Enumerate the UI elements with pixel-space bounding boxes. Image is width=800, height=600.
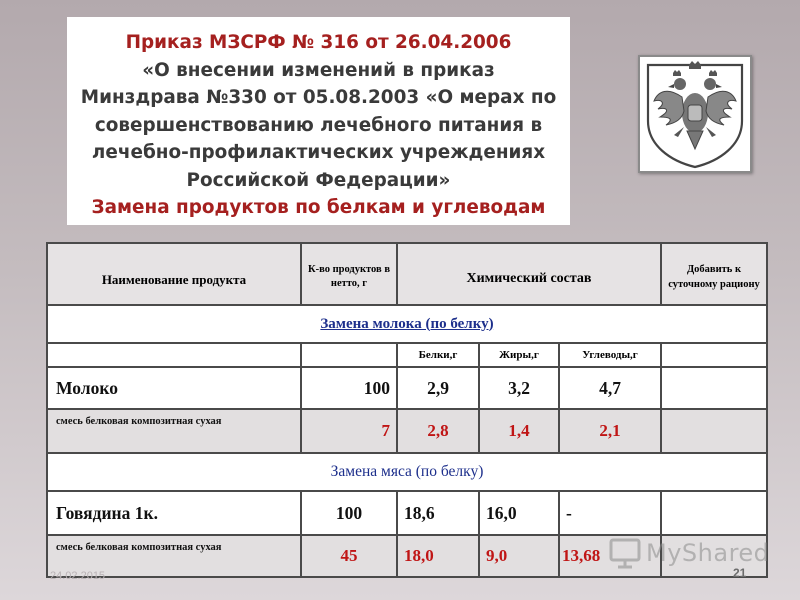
slide-number: 21: [733, 566, 747, 580]
title-line-6: Российской Федерации»: [186, 169, 451, 191]
cell-add: [661, 491, 767, 535]
title-box: [67, 17, 570, 225]
title-line-5: лечебно-профилактических учреждениях: [91, 142, 546, 163]
cell-product-name: Молоко: [47, 367, 301, 409]
section-title-milk: Замена молока (по белку): [47, 305, 767, 343]
cell-quantity: 100: [301, 491, 397, 535]
subheader-empty-name: [47, 343, 301, 367]
title-line-3: Минздрава №330 от 05.08.2003 «О мерах по: [80, 87, 557, 108]
cell-product-name: смесь белковая композитная сухая: [47, 409, 301, 453]
substitution-table: [46, 242, 768, 578]
russian-coat-of-arms-icon: [640, 57, 750, 171]
cell-fat: 9,0: [479, 535, 559, 577]
title-line-4: совершенствованию лечебного питания в: [94, 114, 543, 136]
subheader-fat: Жиры,г: [479, 343, 559, 367]
cell-product-name: Говядина 1к.: [47, 491, 301, 535]
cell-add: [661, 409, 767, 453]
cell-carbs: 4,7: [559, 367, 661, 409]
cell-protein: 2,8: [397, 409, 479, 453]
slide-date: 24.02.2015: [50, 570, 106, 582]
subheader-empty-add: [661, 343, 767, 367]
cell-protein: 18,6: [397, 491, 479, 535]
cell-carbs: -: [559, 491, 661, 535]
cell-quantity: 7: [301, 409, 397, 453]
cell-fat: 1,4: [479, 409, 559, 453]
presentation-icon: [608, 536, 642, 570]
title-line-2: «О внесении изменений в приказ: [142, 59, 495, 81]
coat-of-arms-emblem: [638, 55, 752, 173]
table-row: [47, 367, 767, 409]
table-row: [47, 491, 767, 535]
cell-quantity: 100: [301, 367, 397, 409]
cell-product-name: смесь белковая композитная сухая: [47, 535, 301, 577]
cell-carbs: 13,68: [559, 535, 661, 577]
header-add-to-ration: Добавить к суточному рациону: [661, 243, 767, 305]
cell-fat: 16,0: [479, 491, 559, 535]
section-title-meat: Замена мяса (по белку): [47, 453, 767, 491]
cell-fat: 3,2: [479, 367, 559, 409]
header-chemical-composition: Химический состав: [397, 243, 661, 305]
header-product-name: Наименование продукта: [47, 243, 301, 305]
table-row: [47, 409, 767, 453]
title-line-7: Замена продуктов по белкам и углеводам: [91, 197, 546, 218]
cell-carbs: 2,1: [559, 409, 661, 453]
watermark-text: MyShared: [646, 539, 770, 567]
subheader-carbs: Углеводы,г: [559, 343, 661, 367]
subheader-protein: Белки,г: [397, 343, 479, 367]
title-line-1: Приказ МЗСРФ № 316 от 26.04.2006: [125, 32, 512, 53]
cell-quantity: 45: [301, 535, 397, 577]
cell-add: [661, 367, 767, 409]
header-quantity: К-во продуктов в нетто, г: [301, 243, 397, 305]
cell-protein: 2,9: [397, 367, 479, 409]
subheader-empty-qty: [301, 343, 397, 367]
cell-protein: 18,0: [397, 535, 479, 577]
